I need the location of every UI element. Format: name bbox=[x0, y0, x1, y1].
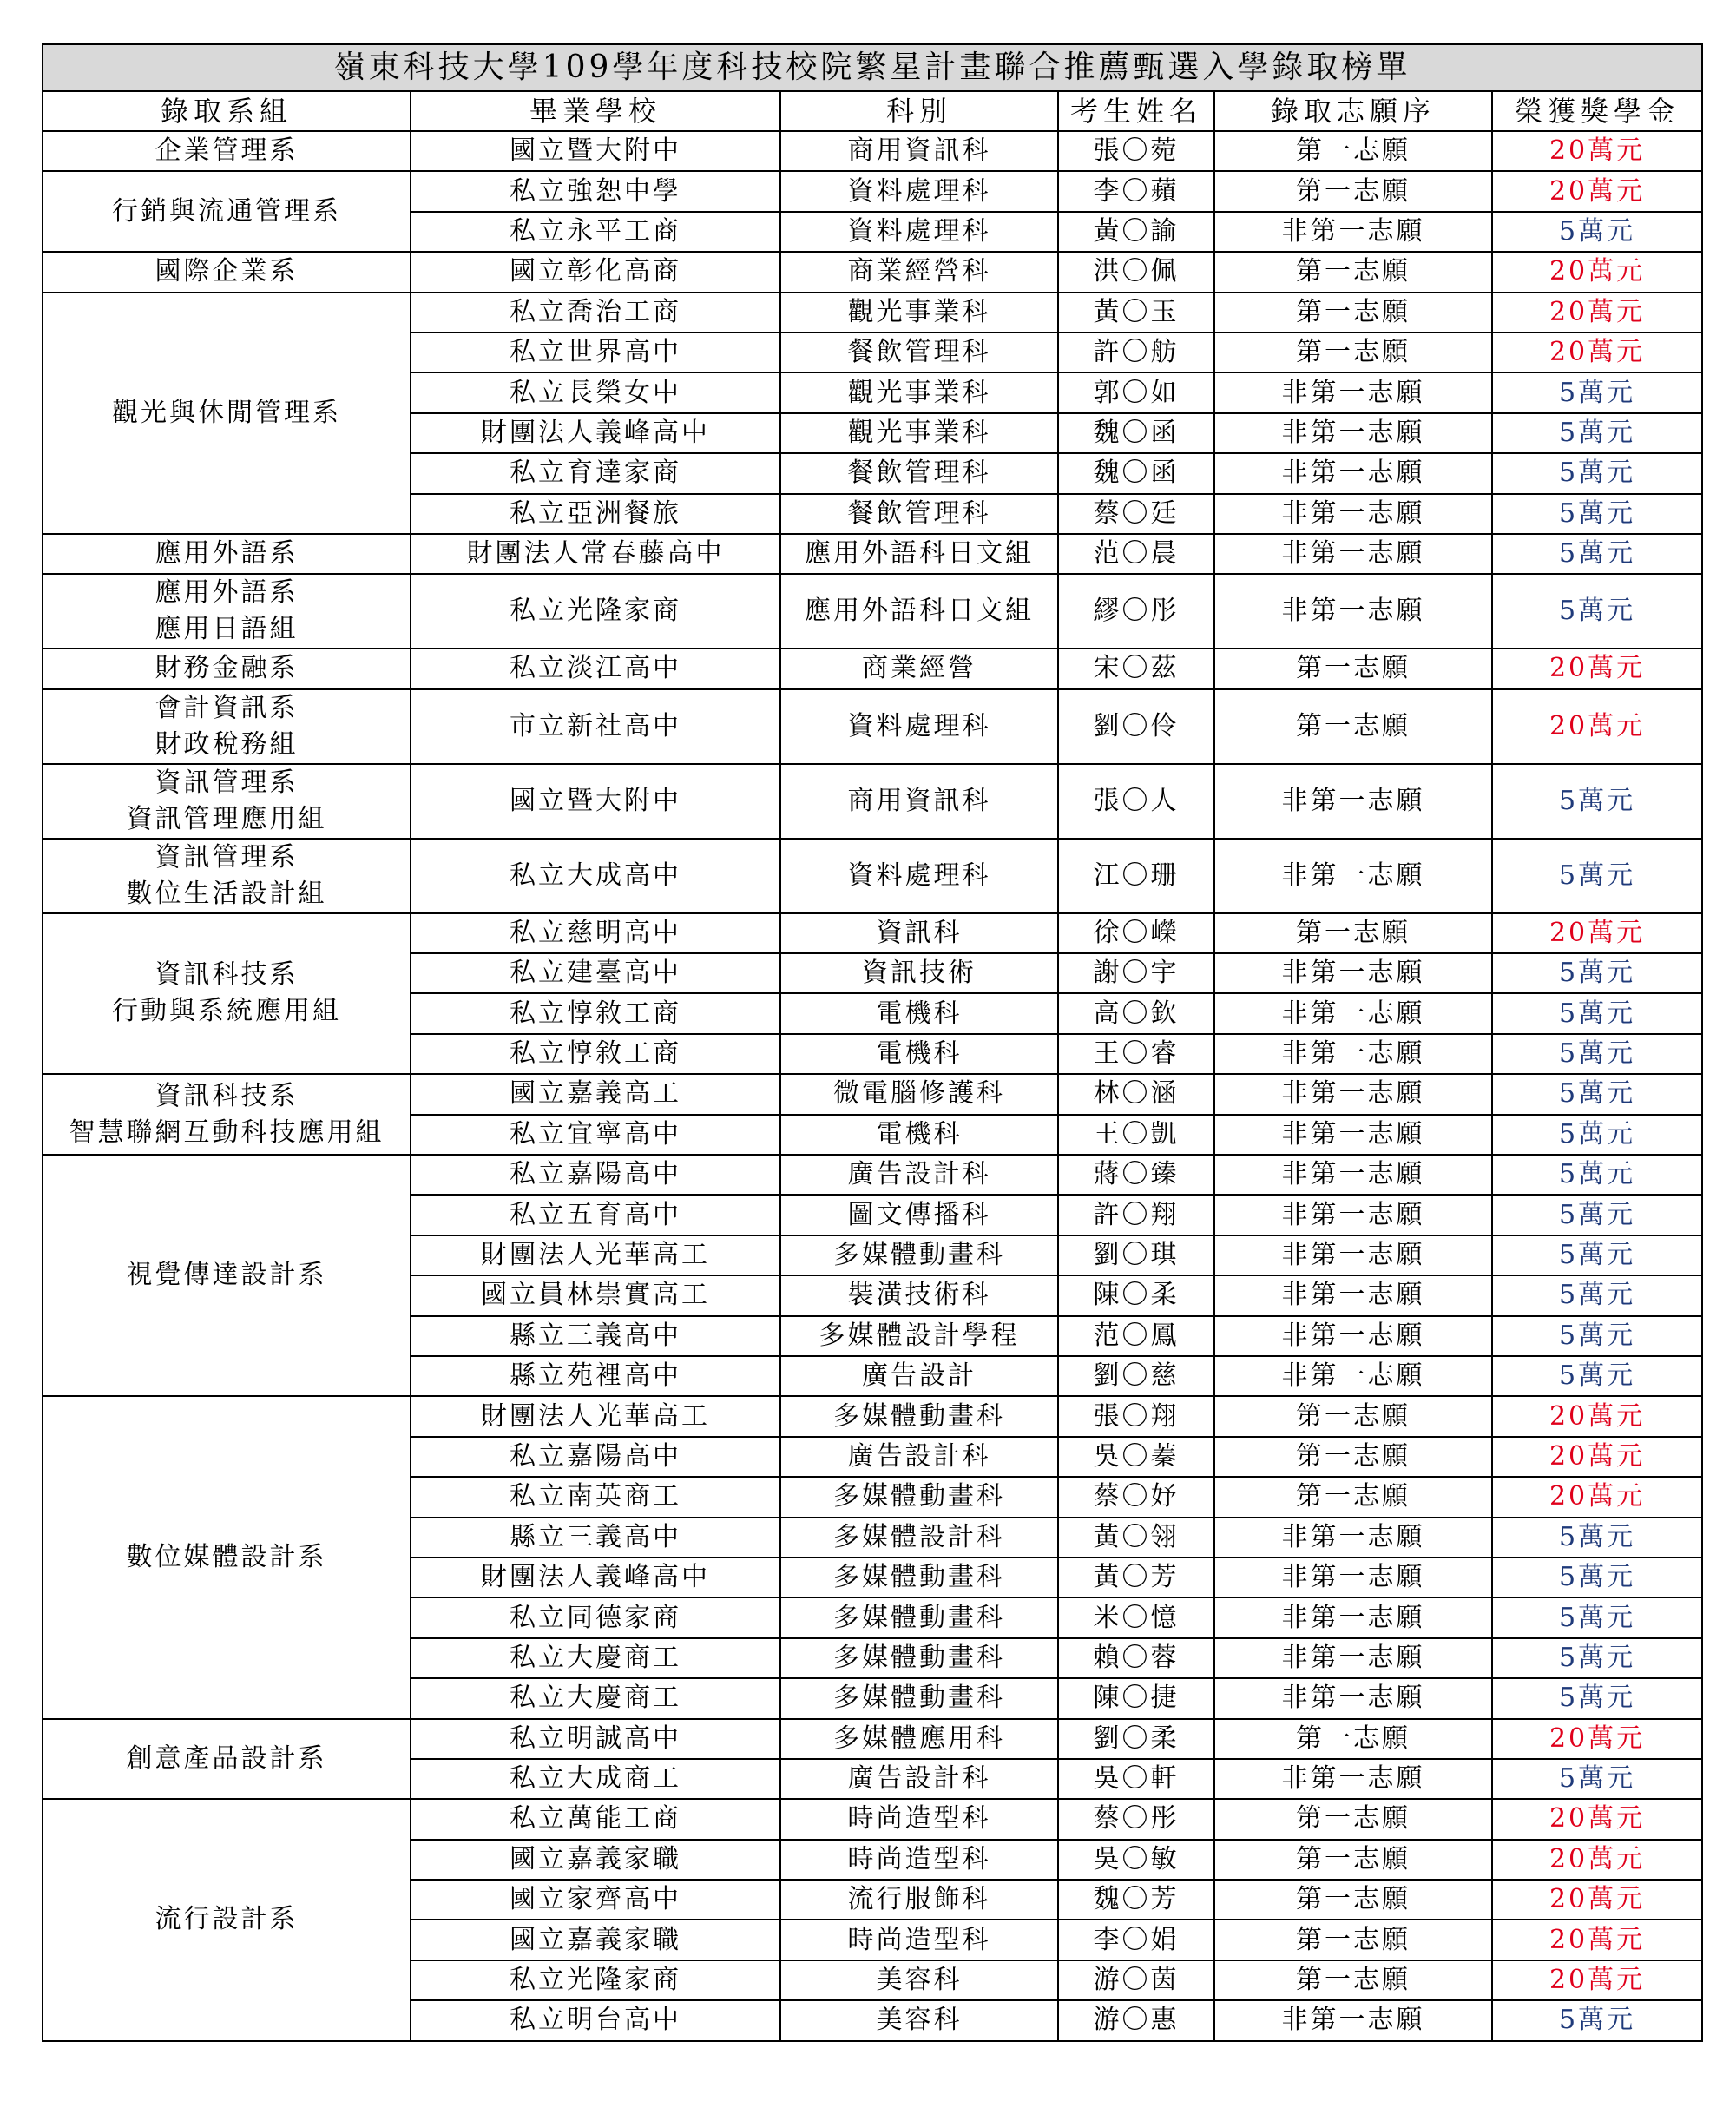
choice-order-cell: 非第一志願 bbox=[1214, 1558, 1492, 1597]
choice-order-cell: 第一志願 bbox=[1214, 1719, 1492, 1759]
student-name-cell: 吳〇敏 bbox=[1058, 1840, 1214, 1880]
scholarship-cell: 20萬元 bbox=[1492, 333, 1702, 372]
major-cell: 美容科 bbox=[780, 1960, 1058, 2000]
scholarship-cell: 20萬元 bbox=[1492, 689, 1702, 764]
scholarship-cell: 5萬元 bbox=[1492, 1235, 1702, 1275]
scholarship-cell: 5萬元 bbox=[1492, 212, 1702, 252]
student-name-cell: 吳〇蓁 bbox=[1058, 1437, 1214, 1477]
student-name-cell: 劉〇琪 bbox=[1058, 1235, 1214, 1275]
department-name: 資訊科技系 bbox=[155, 1080, 299, 1111]
department-cell bbox=[43, 252, 411, 292]
student-name-cell: 劉〇慈 bbox=[1058, 1356, 1214, 1396]
choice-order-cell: 非第一志願 bbox=[1214, 764, 1492, 839]
school-cell: 私立嘉陽高中 bbox=[411, 1155, 780, 1195]
major-cell: 廣告設計科 bbox=[780, 1155, 1058, 1195]
major-cell: 多媒體動畫科 bbox=[780, 1396, 1058, 1436]
major-cell: 資料處理科 bbox=[780, 839, 1058, 913]
scholarship-cell: 20萬元 bbox=[1492, 1799, 1702, 1839]
school-cell: 國立暨大附中 bbox=[411, 131, 780, 171]
table-row bbox=[43, 1719, 1702, 1759]
school-cell: 私立光隆家商 bbox=[411, 574, 780, 649]
department-name: 資訊科技系 bbox=[155, 959, 299, 991]
scholarship-cell: 5萬元 bbox=[1492, 1115, 1702, 1155]
major-cell: 商業經營科 bbox=[780, 252, 1058, 292]
school-cell: 私立惇敘工商 bbox=[411, 993, 780, 1033]
department-name: 財務金融系 bbox=[155, 653, 299, 684]
choice-order-cell: 非第一志願 bbox=[1214, 993, 1492, 1033]
student-name-cell: 黃〇諭 bbox=[1058, 212, 1214, 252]
major-cell: 多媒體動畫科 bbox=[780, 1597, 1058, 1637]
department-name: 數位生活設計組 bbox=[126, 878, 327, 909]
choice-order-cell: 非第一志願 bbox=[1214, 1356, 1492, 1396]
choice-order-cell: 第一志願 bbox=[1214, 913, 1492, 953]
scholarship-cell: 5萬元 bbox=[1492, 764, 1702, 839]
scholarship-cell: 20萬元 bbox=[1492, 913, 1702, 953]
school-cell: 國立家齊高中 bbox=[411, 1880, 780, 1920]
scholarship-cell: 5萬元 bbox=[1492, 993, 1702, 1033]
student-name-cell: 魏〇函 bbox=[1058, 453, 1214, 493]
major-cell: 資訊技術 bbox=[780, 953, 1058, 993]
student-name-cell: 張〇人 bbox=[1058, 764, 1214, 839]
choice-order-cell: 第一志願 bbox=[1214, 171, 1492, 211]
student-name-cell: 范〇鳳 bbox=[1058, 1316, 1214, 1356]
school-cell: 私立同德家商 bbox=[411, 1597, 780, 1637]
scholarship-cell: 5萬元 bbox=[1492, 534, 1702, 574]
student-name-cell: 王〇凱 bbox=[1058, 1115, 1214, 1155]
choice-order-cell: 第一志願 bbox=[1214, 131, 1492, 171]
school-cell: 私立明台高中 bbox=[411, 2000, 780, 2040]
table-row bbox=[43, 913, 1702, 953]
scholarship-cell: 20萬元 bbox=[1492, 293, 1702, 333]
department-name: 行動與系統應用組 bbox=[112, 996, 341, 1027]
department-name: 觀光與休閒管理系 bbox=[112, 397, 341, 428]
choice-order-cell: 非第一志願 bbox=[1214, 1759, 1492, 1799]
scholarship-cell: 5萬元 bbox=[1492, 2000, 1702, 2040]
choice-order-cell: 第一志願 bbox=[1214, 293, 1492, 333]
major-cell: 商用資訊科 bbox=[780, 764, 1058, 839]
choice-order-cell: 非第一志願 bbox=[1214, 1195, 1492, 1235]
scholarship-cell: 20萬元 bbox=[1492, 1840, 1702, 1880]
major-cell: 多媒體設計學程 bbox=[780, 1316, 1058, 1356]
major-cell: 資訊科 bbox=[780, 913, 1058, 953]
student-name-cell: 范〇晨 bbox=[1058, 534, 1214, 574]
choice-order-cell: 第一志願 bbox=[1214, 1960, 1492, 2000]
school-cell: 國立嘉義高工 bbox=[411, 1074, 780, 1114]
choice-order-cell: 非第一志願 bbox=[1214, 1597, 1492, 1637]
school-cell: 縣立三義高中 bbox=[411, 1518, 780, 1558]
scholarship-cell: 5萬元 bbox=[1492, 1034, 1702, 1074]
scholarship-cell: 5萬元 bbox=[1492, 1759, 1702, 1799]
choice-order-cell: 第一志願 bbox=[1214, 1840, 1492, 1880]
scholarship-cell: 5萬元 bbox=[1492, 453, 1702, 493]
department-cell bbox=[43, 839, 411, 913]
school-cell: 私立亞洲餐旅 bbox=[411, 494, 780, 534]
table-row bbox=[43, 252, 1702, 292]
header-row bbox=[43, 91, 1702, 131]
major-cell: 時尚造型科 bbox=[780, 1840, 1058, 1880]
department-name: 應用外語系 bbox=[155, 577, 299, 609]
department-cell bbox=[43, 293, 411, 534]
header-student-name: 考生姓名 bbox=[1058, 91, 1214, 131]
major-cell: 資料處理科 bbox=[780, 689, 1058, 764]
choice-order-cell: 非第一志願 bbox=[1214, 1155, 1492, 1195]
school-cell: 縣立三義高中 bbox=[411, 1316, 780, 1356]
student-name-cell: 張〇菀 bbox=[1058, 131, 1214, 171]
student-name-cell: 游〇茵 bbox=[1058, 1960, 1214, 2000]
student-name-cell: 林〇涵 bbox=[1058, 1074, 1214, 1114]
major-cell: 電機科 bbox=[780, 1115, 1058, 1155]
choice-order-cell: 非第一志願 bbox=[1214, 372, 1492, 412]
major-cell: 多媒體應用科 bbox=[780, 1719, 1058, 1759]
school-cell: 財團法人光華高工 bbox=[411, 1235, 780, 1275]
student-name-cell: 賴〇蓉 bbox=[1058, 1638, 1214, 1678]
table-row bbox=[43, 574, 1702, 649]
department-cell bbox=[43, 1799, 411, 2040]
major-cell: 時尚造型科 bbox=[780, 1799, 1058, 1839]
scholarship-cell: 20萬元 bbox=[1492, 1437, 1702, 1477]
school-cell: 財團法人義峰高中 bbox=[411, 413, 780, 453]
choice-order-cell: 第一志願 bbox=[1214, 1396, 1492, 1436]
school-cell: 財團法人義峰高中 bbox=[411, 1558, 780, 1597]
table-row bbox=[43, 534, 1702, 574]
scholarship-cell: 5萬元 bbox=[1492, 413, 1702, 453]
choice-order-cell: 非第一志願 bbox=[1214, 1518, 1492, 1558]
department-name: 行銷與流通管理系 bbox=[112, 195, 341, 227]
student-name-cell: 蔡〇彤 bbox=[1058, 1799, 1214, 1839]
student-name-cell: 張〇翔 bbox=[1058, 1396, 1214, 1436]
table-title: 嶺東科技大學109學年度科技校院繁星計畫聯合推薦甄選入學錄取榜單 bbox=[43, 44, 1702, 91]
department-name: 智慧聯網互動科技應用組 bbox=[69, 1116, 385, 1148]
school-cell: 私立慈明高中 bbox=[411, 913, 780, 953]
choice-order-cell: 非第一志願 bbox=[1214, 1638, 1492, 1678]
department-name: 應用外語系 bbox=[155, 538, 299, 570]
student-name-cell: 魏〇芳 bbox=[1058, 1880, 1214, 1920]
department-name: 創意產品設計系 bbox=[126, 1742, 327, 1774]
major-cell: 商業經營 bbox=[780, 649, 1058, 688]
major-cell: 裝潢技術科 bbox=[780, 1275, 1058, 1315]
header-scholarship: 榮獲獎學金 bbox=[1492, 91, 1702, 131]
department-cell bbox=[43, 1074, 411, 1155]
scholarship-cell: 5萬元 bbox=[1492, 1558, 1702, 1597]
scholarship-cell: 5萬元 bbox=[1492, 1356, 1702, 1396]
department-cell bbox=[43, 171, 411, 252]
school-cell: 私立大成商工 bbox=[411, 1759, 780, 1799]
choice-order-cell: 第一志願 bbox=[1214, 252, 1492, 292]
school-cell: 私立明誠高中 bbox=[411, 1719, 780, 1759]
major-cell: 電機科 bbox=[780, 993, 1058, 1033]
student-name-cell: 宋〇茲 bbox=[1058, 649, 1214, 688]
choice-order-cell: 第一志願 bbox=[1214, 649, 1492, 688]
department-cell bbox=[43, 1155, 411, 1396]
scholarship-cell: 5萬元 bbox=[1492, 574, 1702, 649]
choice-order-cell: 第一志願 bbox=[1214, 1477, 1492, 1517]
school-cell: 國立嘉義家職 bbox=[411, 1920, 780, 1960]
major-cell: 應用外語科日文組 bbox=[780, 534, 1058, 574]
choice-order-cell: 非第一志願 bbox=[1214, 1275, 1492, 1315]
student-name-cell: 江〇珊 bbox=[1058, 839, 1214, 913]
scholarship-cell: 20萬元 bbox=[1492, 1477, 1702, 1517]
admission-list-table bbox=[42, 43, 1703, 2042]
major-cell: 多媒體動畫科 bbox=[780, 1558, 1058, 1597]
department-cell bbox=[43, 131, 411, 171]
department-name: 數位媒體設計系 bbox=[126, 1541, 327, 1572]
table-row bbox=[43, 689, 1702, 764]
student-name-cell: 蔣〇臻 bbox=[1058, 1155, 1214, 1195]
student-name-cell: 王〇睿 bbox=[1058, 1034, 1214, 1074]
department-name: 資訊管理系 bbox=[155, 841, 299, 873]
student-name-cell: 蔡〇廷 bbox=[1058, 494, 1214, 534]
table-row bbox=[43, 764, 1702, 839]
student-name-cell: 米〇憶 bbox=[1058, 1597, 1214, 1637]
student-name-cell: 陳〇柔 bbox=[1058, 1275, 1214, 1315]
department-name: 資訊管理系 bbox=[155, 767, 299, 798]
department-name: 財政稅務組 bbox=[155, 728, 299, 760]
major-cell: 餐飲管理科 bbox=[780, 494, 1058, 534]
choice-order-cell: 非第一志願 bbox=[1214, 534, 1492, 574]
choice-order-cell: 非第一志願 bbox=[1214, 574, 1492, 649]
choice-order-cell: 第一志願 bbox=[1214, 1799, 1492, 1839]
scholarship-cell: 20萬元 bbox=[1492, 649, 1702, 688]
choice-order-cell: 非第一志願 bbox=[1214, 1678, 1492, 1718]
scholarship-cell: 5萬元 bbox=[1492, 1638, 1702, 1678]
scholarship-cell: 20萬元 bbox=[1492, 1960, 1702, 2000]
choice-order-cell: 非第一志願 bbox=[1214, 413, 1492, 453]
school-cell: 私立惇敘工商 bbox=[411, 1034, 780, 1074]
choice-order-cell: 第一志願 bbox=[1214, 1880, 1492, 1920]
scholarship-cell: 5萬元 bbox=[1492, 1597, 1702, 1637]
scholarship-cell: 20萬元 bbox=[1492, 171, 1702, 211]
school-cell: 私立嘉陽高中 bbox=[411, 1437, 780, 1477]
scholarship-cell: 5萬元 bbox=[1492, 494, 1702, 534]
scholarship-cell: 5萬元 bbox=[1492, 1316, 1702, 1356]
school-cell: 國立彰化高商 bbox=[411, 252, 780, 292]
student-name-cell: 繆〇彤 bbox=[1058, 574, 1214, 649]
student-name-cell: 吳〇軒 bbox=[1058, 1759, 1214, 1799]
school-cell: 私立大慶商工 bbox=[411, 1678, 780, 1718]
student-name-cell: 徐〇嶸 bbox=[1058, 913, 1214, 953]
student-name-cell: 魏〇函 bbox=[1058, 413, 1214, 453]
header-choice-order: 錄取志願序 bbox=[1214, 91, 1492, 131]
choice-order-cell: 非第一志願 bbox=[1214, 1074, 1492, 1114]
major-cell: 廣告設計 bbox=[780, 1356, 1058, 1396]
department-cell bbox=[43, 534, 411, 574]
student-name-cell: 游〇惠 bbox=[1058, 2000, 1214, 2040]
school-cell: 私立淡江高中 bbox=[411, 649, 780, 688]
scholarship-cell: 5萬元 bbox=[1492, 839, 1702, 913]
major-cell: 多媒體動畫科 bbox=[780, 1638, 1058, 1678]
department-name: 企業管理系 bbox=[155, 135, 299, 167]
major-cell: 廣告設計科 bbox=[780, 1759, 1058, 1799]
choice-order-cell: 非第一志願 bbox=[1214, 1034, 1492, 1074]
school-cell: 私立萬能工商 bbox=[411, 1799, 780, 1839]
major-cell: 美容科 bbox=[780, 2000, 1058, 2040]
major-cell: 餐飲管理科 bbox=[780, 333, 1058, 372]
choice-order-cell: 第一志願 bbox=[1214, 1920, 1492, 1960]
major-cell: 應用外語科日文組 bbox=[780, 574, 1058, 649]
major-cell: 多媒體動畫科 bbox=[780, 1678, 1058, 1718]
scholarship-cell: 5萬元 bbox=[1492, 1074, 1702, 1114]
major-cell: 觀光事業科 bbox=[780, 413, 1058, 453]
table-row bbox=[43, 131, 1702, 171]
choice-order-cell: 非第一志願 bbox=[1214, 494, 1492, 534]
student-name-cell: 李〇娟 bbox=[1058, 1920, 1214, 1960]
school-cell: 私立世界高中 bbox=[411, 333, 780, 372]
department-name: 視覺傳達設計系 bbox=[126, 1260, 327, 1291]
table-row bbox=[43, 1074, 1702, 1114]
scholarship-cell: 5萬元 bbox=[1492, 1678, 1702, 1718]
major-cell: 微電腦修護科 bbox=[780, 1074, 1058, 1114]
student-name-cell: 陳〇捷 bbox=[1058, 1678, 1214, 1718]
department-name: 資訊管理應用組 bbox=[126, 803, 327, 834]
scholarship-cell: 20萬元 bbox=[1492, 252, 1702, 292]
school-cell: 私立喬治工商 bbox=[411, 293, 780, 333]
header-department: 錄取系組 bbox=[43, 91, 411, 131]
scholarship-cell: 5萬元 bbox=[1492, 372, 1702, 412]
student-name-cell: 許〇舫 bbox=[1058, 333, 1214, 372]
major-cell: 多媒體設計科 bbox=[780, 1518, 1058, 1558]
department-name: 國際企業系 bbox=[155, 256, 299, 287]
major-cell: 多媒體動畫科 bbox=[780, 1235, 1058, 1275]
major-cell: 觀光事業科 bbox=[780, 372, 1058, 412]
major-cell: 時尚造型科 bbox=[780, 1920, 1058, 1960]
title-row bbox=[43, 44, 1702, 91]
student-name-cell: 郭〇如 bbox=[1058, 372, 1214, 412]
school-cell: 私立育達家商 bbox=[411, 453, 780, 493]
school-cell: 市立新社高中 bbox=[411, 689, 780, 764]
table-row bbox=[43, 1396, 1702, 1436]
choice-order-cell: 第一志願 bbox=[1214, 333, 1492, 372]
school-cell: 私立大慶商工 bbox=[411, 1638, 780, 1678]
student-name-cell: 黃〇玉 bbox=[1058, 293, 1214, 333]
school-cell: 國立員林崇實高工 bbox=[411, 1275, 780, 1315]
major-cell: 廣告設計科 bbox=[780, 1437, 1058, 1477]
choice-order-cell: 非第一志願 bbox=[1214, 1316, 1492, 1356]
department-name: 流行設計系 bbox=[155, 1904, 299, 1935]
student-name-cell: 高〇欽 bbox=[1058, 993, 1214, 1033]
scholarship-cell: 5萬元 bbox=[1492, 1195, 1702, 1235]
scholarship-cell: 20萬元 bbox=[1492, 131, 1702, 171]
scholarship-cell: 5萬元 bbox=[1492, 1518, 1702, 1558]
scholarship-cell: 5萬元 bbox=[1492, 953, 1702, 993]
school-cell: 私立光隆家商 bbox=[411, 1960, 780, 2000]
school-cell: 國立嘉義家職 bbox=[411, 1840, 780, 1880]
department-cell bbox=[43, 689, 411, 764]
student-name-cell: 蔡〇妤 bbox=[1058, 1477, 1214, 1517]
student-name-cell: 洪〇佩 bbox=[1058, 252, 1214, 292]
table-body bbox=[43, 131, 1702, 2041]
student-name-cell: 劉〇伶 bbox=[1058, 689, 1214, 764]
scholarship-cell: 20萬元 bbox=[1492, 1396, 1702, 1436]
school-cell: 私立宜寧高中 bbox=[411, 1115, 780, 1155]
scholarship-cell: 5萬元 bbox=[1492, 1155, 1702, 1195]
student-name-cell: 李〇蘋 bbox=[1058, 171, 1214, 211]
major-cell: 餐飲管理科 bbox=[780, 453, 1058, 493]
scholarship-cell: 20萬元 bbox=[1492, 1880, 1702, 1920]
student-name-cell: 黃〇翎 bbox=[1058, 1518, 1214, 1558]
major-cell: 資料處理科 bbox=[780, 212, 1058, 252]
table-row bbox=[43, 1799, 1702, 1839]
school-cell: 私立建臺高中 bbox=[411, 953, 780, 993]
school-cell: 私立永平工商 bbox=[411, 212, 780, 252]
student-name-cell: 謝〇宇 bbox=[1058, 953, 1214, 993]
scholarship-cell: 20萬元 bbox=[1492, 1719, 1702, 1759]
department-cell bbox=[43, 913, 411, 1075]
department-name: 會計資訊系 bbox=[155, 692, 299, 723]
table-row bbox=[43, 649, 1702, 688]
table-row bbox=[43, 171, 1702, 211]
school-cell: 私立南英商工 bbox=[411, 1477, 780, 1517]
header-school: 畢業學校 bbox=[411, 91, 780, 131]
major-cell: 流行服飾科 bbox=[780, 1880, 1058, 1920]
scholarship-cell: 5萬元 bbox=[1492, 1275, 1702, 1315]
school-cell: 縣立苑裡高中 bbox=[411, 1356, 780, 1396]
student-name-cell: 劉〇柔 bbox=[1058, 1719, 1214, 1759]
school-cell: 私立強恕中學 bbox=[411, 171, 780, 211]
department-cell bbox=[43, 649, 411, 688]
choice-order-cell: 非第一志願 bbox=[1214, 1235, 1492, 1275]
choice-order-cell: 非第一志願 bbox=[1214, 839, 1492, 913]
header-major: 科別 bbox=[780, 91, 1058, 131]
choice-order-cell: 非第一志願 bbox=[1214, 453, 1492, 493]
choice-order-cell: 第一志願 bbox=[1214, 1437, 1492, 1477]
major-cell: 電機科 bbox=[780, 1034, 1058, 1074]
school-cell: 國立暨大附中 bbox=[411, 764, 780, 839]
choice-order-cell: 第一志願 bbox=[1214, 689, 1492, 764]
department-cell bbox=[43, 1719, 411, 1800]
table-row bbox=[43, 1155, 1702, 1195]
choice-order-cell: 非第一志願 bbox=[1214, 212, 1492, 252]
department-cell bbox=[43, 574, 411, 649]
school-cell: 財團法人光華高工 bbox=[411, 1396, 780, 1436]
school-cell: 私立長榮女中 bbox=[411, 372, 780, 412]
major-cell: 資料處理科 bbox=[780, 171, 1058, 211]
school-cell: 財團法人常春藤高中 bbox=[411, 534, 780, 574]
choice-order-cell: 非第一志願 bbox=[1214, 953, 1492, 993]
school-cell: 私立五育高中 bbox=[411, 1195, 780, 1235]
department-name: 應用日語組 bbox=[155, 614, 299, 645]
student-name-cell: 黃〇芳 bbox=[1058, 1558, 1214, 1597]
scholarship-cell: 20萬元 bbox=[1492, 1920, 1702, 1960]
department-cell bbox=[43, 1396, 411, 1718]
major-cell: 多媒體動畫科 bbox=[780, 1477, 1058, 1517]
table-row bbox=[43, 293, 1702, 333]
choice-order-cell: 非第一志願 bbox=[1214, 2000, 1492, 2040]
choice-order-cell: 非第一志願 bbox=[1214, 1115, 1492, 1155]
major-cell: 觀光事業科 bbox=[780, 293, 1058, 333]
major-cell: 商用資訊科 bbox=[780, 131, 1058, 171]
school-cell: 私立大成高中 bbox=[411, 839, 780, 913]
student-name-cell: 許〇翔 bbox=[1058, 1195, 1214, 1235]
table-row bbox=[43, 839, 1702, 913]
department-cell bbox=[43, 764, 411, 839]
major-cell: 圖文傳播科 bbox=[780, 1195, 1058, 1235]
